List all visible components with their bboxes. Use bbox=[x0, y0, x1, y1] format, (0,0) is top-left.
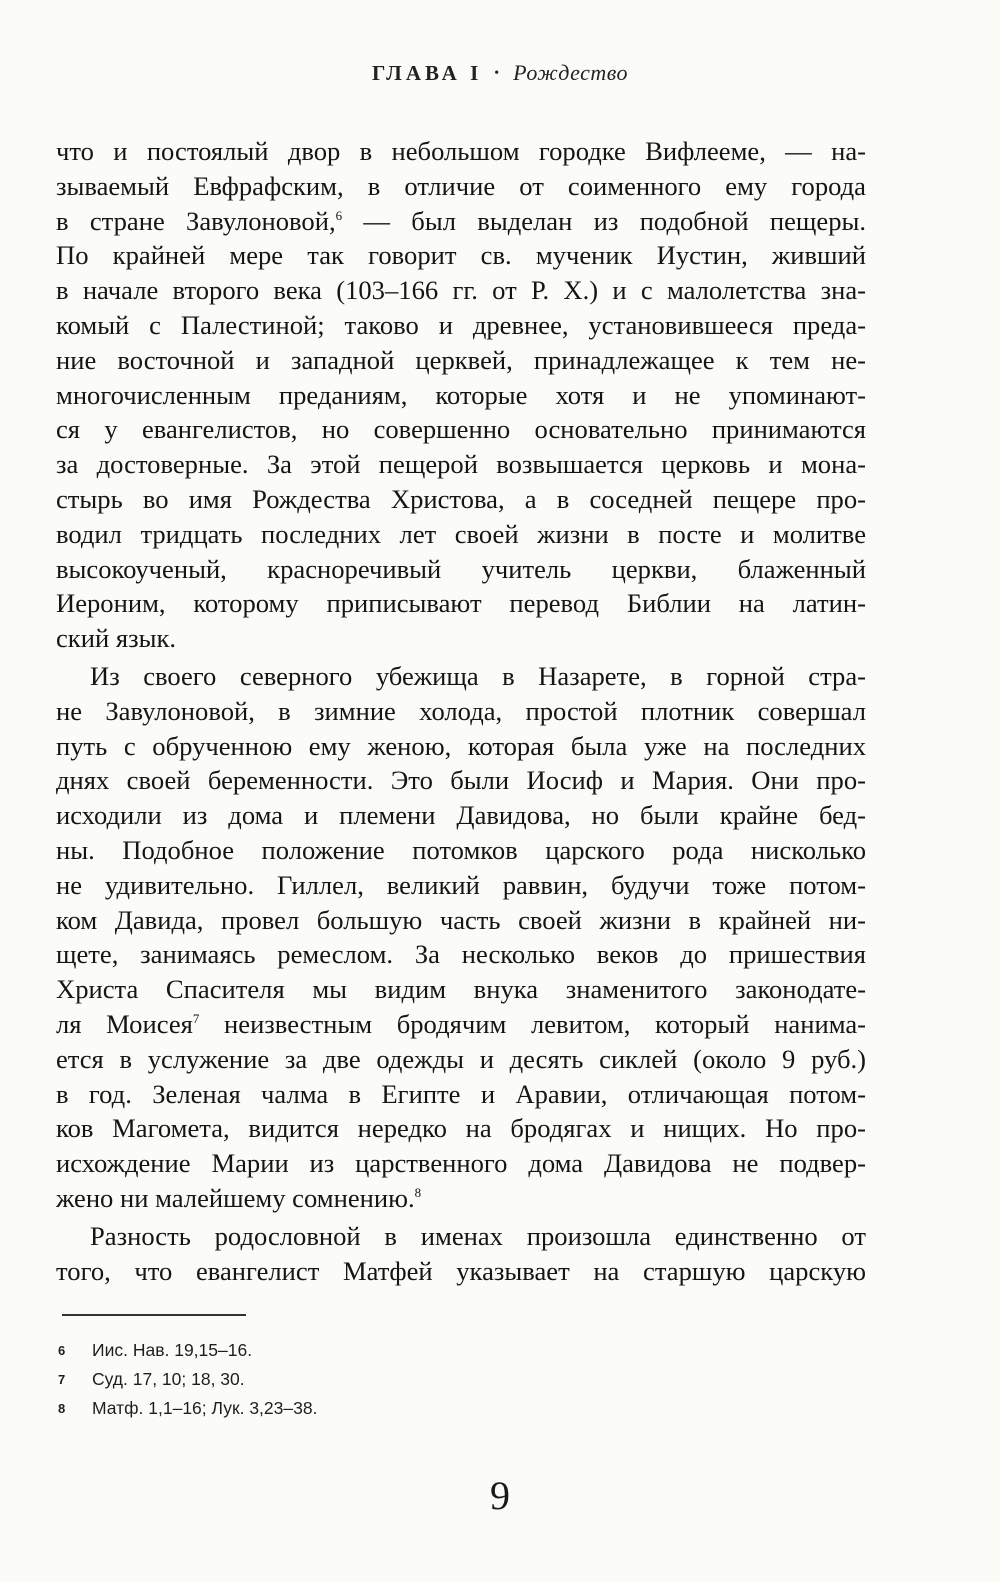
text-line: многочисленным преданиям, которые хотя и не упоминают- bbox=[56, 379, 866, 410]
text-segment: жено ни малейшему сомнению. bbox=[56, 1182, 415, 1213]
footnote bbox=[58, 1365, 758, 1394]
text-line: не удивительно. Гиллел, великий раввин, будучи тоже потом- bbox=[56, 869, 866, 900]
text-line: в начале второго века (103–166 гг. от Р. Х.) и с малолетства зна- bbox=[56, 275, 866, 306]
text-line: путь с обрученною ему женою, которая была уже на последних bbox=[56, 730, 866, 761]
text-line: исхождение Марии из царственного дома Давидова не подвер- bbox=[56, 1148, 866, 1179]
footnote-divider bbox=[62, 1314, 246, 1316]
text-segment: — был выделан из подобной пещеры. bbox=[342, 205, 867, 236]
text-line: ков Магомета, видится нередко на бродягах и нищих. Но про- bbox=[56, 1113, 866, 1144]
footnote-text: Суд. 17, 10; 18, 30. bbox=[92, 1369, 245, 1389]
text-line: того, что евангелист Матфей указывает на старшую царскую bbox=[56, 1255, 866, 1286]
text-line: ся у евангелистов, но совершенно основательно принимаются bbox=[56, 414, 866, 445]
text-segment: неизвестным бродячим левитом, который нанима- bbox=[199, 1008, 866, 1039]
text-line: ком Давида, провел большую часть своей жизни в крайней ни- bbox=[56, 904, 866, 935]
text-line: за достоверные. За этой пещерой возвышается церковь и мона- bbox=[56, 449, 866, 480]
text-line: днях своей беременности. Это были Иосиф и Мария. Они про- bbox=[56, 765, 866, 796]
text-line: По крайней мере так говорит св. мученик Иустин, живший bbox=[56, 240, 866, 271]
text-line: высокоученый, красноречивый учитель церкви, блаженный bbox=[56, 553, 866, 584]
footnote-number: 6 bbox=[58, 1343, 66, 1358]
header-separator: • bbox=[494, 66, 502, 81]
text-line: не Завулоновой, в зимние холода, простой плотник совершал bbox=[56, 695, 866, 726]
paragraph bbox=[56, 1219, 866, 1289]
footnote-number: 7 bbox=[58, 1372, 66, 1387]
page-number: 9 bbox=[490, 1473, 510, 1518]
text-line: Разность родословной в именах произошла единственно от bbox=[90, 1220, 866, 1251]
text-line: Из своего северного убежища в Назарете, в горной стра- bbox=[90, 660, 866, 691]
footnote-ref: 7 bbox=[192, 1010, 200, 1026]
text-line: ны. Подобное положение потомков царского рода нисколько bbox=[56, 834, 866, 865]
text-line: Иероним, которому приписывают перевод Библии на латин- bbox=[56, 588, 866, 619]
text-line bbox=[56, 1007, 866, 1042]
text-segment: в стране Завулоновой, bbox=[56, 205, 336, 236]
text-line: в год. Зеленая чалма в Египте и Аравии, отличающая потом- bbox=[56, 1078, 866, 1109]
body-text bbox=[56, 134, 866, 1288]
text-line: водил тридцать последних лет своей жизни в посте и молитве bbox=[56, 518, 866, 549]
running-header bbox=[0, 60, 1000, 86]
text-line: стырь во имя Рождества Христова, а в соседней пещере про- bbox=[56, 483, 866, 514]
footnote-number: 8 bbox=[58, 1401, 66, 1416]
text-line: зываемый Евфрафским, в отличие от соименного ему города bbox=[56, 170, 866, 201]
paragraph bbox=[56, 659, 866, 1216]
text-line: ние восточной и западной церквей, принадлежащее к тем не- bbox=[56, 344, 866, 375]
text-line: комый с Палестиной; таково и древнее, установившееся преда- bbox=[56, 309, 866, 340]
text-line: что и постоялый двор в небольшом городке Вифлееме, — на- bbox=[56, 136, 866, 166]
text-segment: ля Моисея bbox=[56, 1008, 193, 1039]
footnotes bbox=[58, 1336, 758, 1423]
footnote bbox=[58, 1394, 758, 1423]
text-line: ется в услужение за две одежды и десять сиклей (около 9 руб.) bbox=[56, 1043, 866, 1074]
footnote-text: Иис. Нав. 19,15–16. bbox=[92, 1340, 253, 1360]
chapter-title: Рождество bbox=[513, 60, 629, 85]
footnote-text: Матф. 1,1–16; Лук. 3,23–38. bbox=[92, 1398, 318, 1418]
text-line: щете, занимаясь ремеслом. За несколько веков до пришествия bbox=[56, 939, 866, 970]
text-line bbox=[56, 1181, 866, 1216]
text-line: ский язык. bbox=[56, 623, 177, 654]
paragraph bbox=[56, 134, 866, 656]
text-line: Христа Спасителя мы видим внука знаменитого законодате- bbox=[56, 974, 866, 1005]
text-line: исходили из дома и племени Давидова, но были крайне бед- bbox=[56, 800, 866, 831]
chapter-label: ГЛАВА I bbox=[371, 61, 483, 85]
footnote-ref: 6 bbox=[335, 207, 343, 223]
footnote bbox=[58, 1336, 758, 1365]
footnote-ref: 8 bbox=[414, 1184, 422, 1200]
text-line bbox=[56, 204, 866, 239]
